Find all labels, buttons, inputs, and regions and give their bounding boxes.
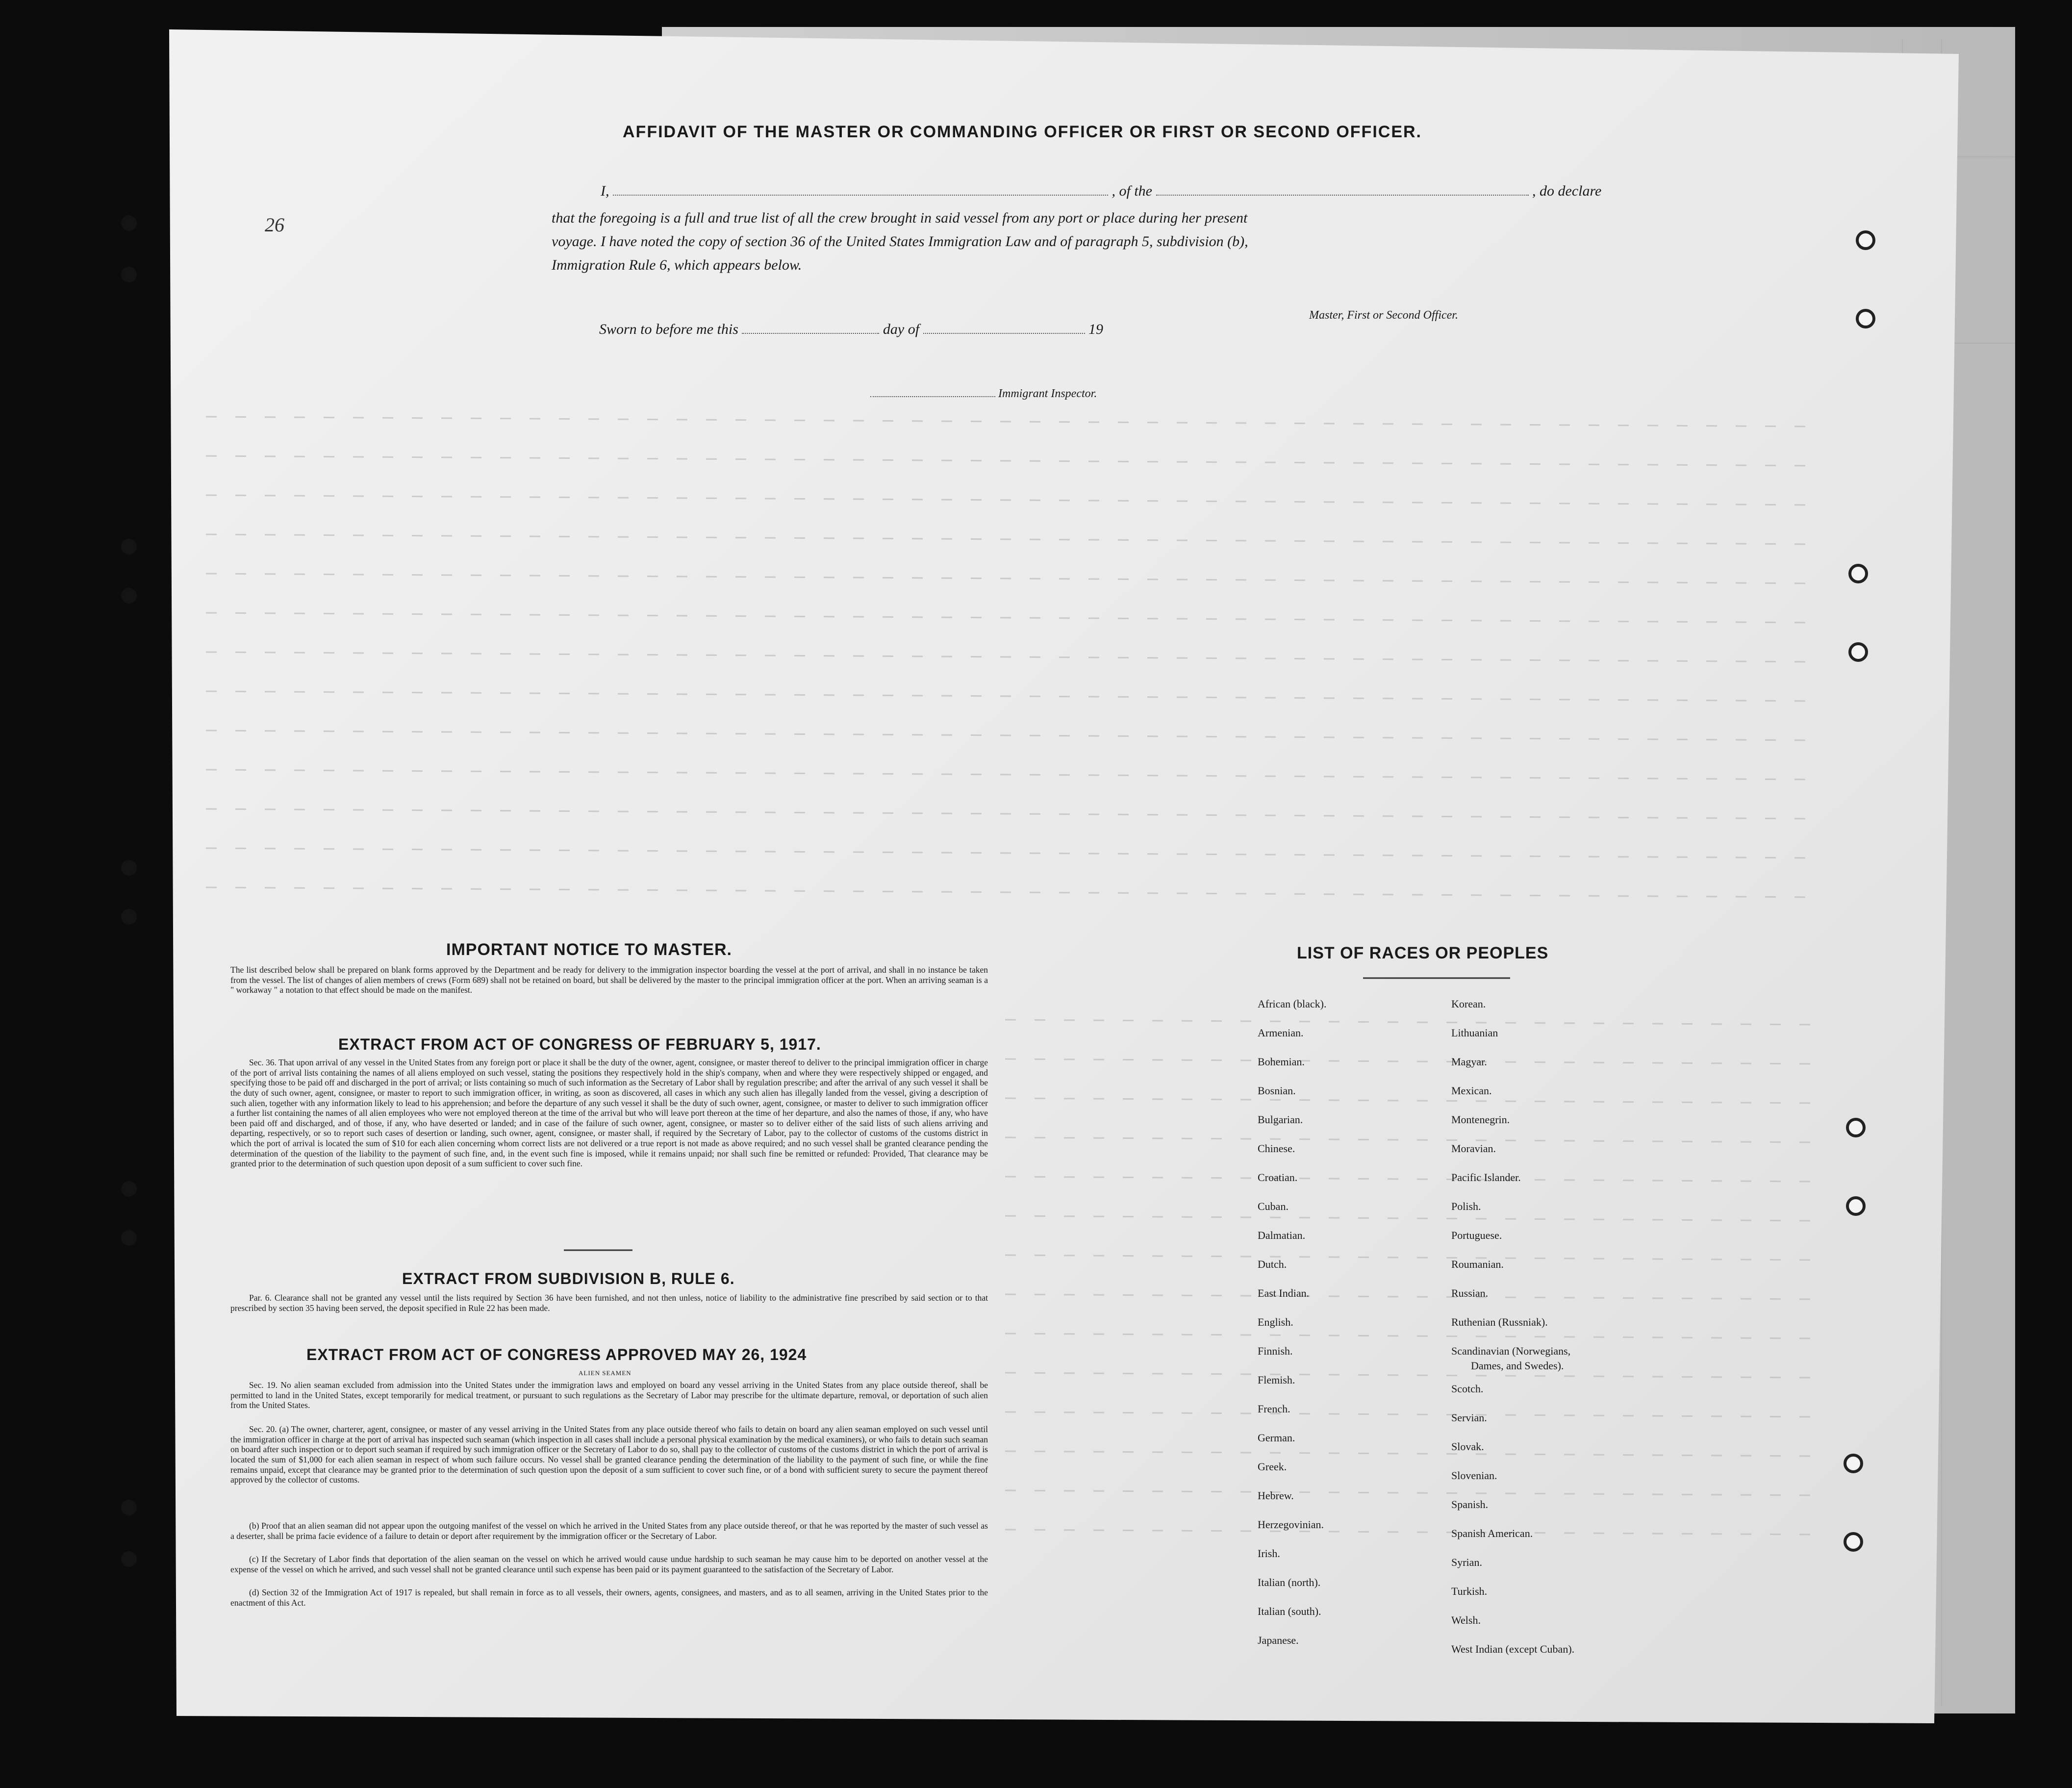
race-item: Cuban. (1258, 1200, 1289, 1212)
extract-1924-sec20a: Sec. 20. (a) The owner, charterer, agent, consignee, or master of any vessel arriving in the United States from any place outside thereof who fails to detain on board any alien seaman employed on such vessel until the immigration officer in charge at the port of arrival has inspected such seaman (which inspection in all cases shall include a personal physical examination by the medical examiners), or who fails to detain such seaman on board after such inspection or to deport such seaman if required by such immigration officer or the Secretary of Labor to do so, shall pay to the collector of customs of the customs district in which the port of arrival is located the sum of $1,000 for each alien seaman in respect of whom such failure occurs. No vessel shall be granted clearance pending the determination of the liability to the payment of such fine, or while the fine remains unpaid, except that clearance may be granted prior to the determination of such question upon the deposit of a sum sufficient to cover such fine, or of a bond with sufficient surety to secure the payment thereof approved by the collector of customs. (230, 1424, 988, 1485)
affidavit-line-3: voyage. I have noted the copy of section 36 of the United States Immigration Law and of paragraph 5, subdivision (b), (552, 233, 1248, 250)
race-item: Magyar. (1451, 1056, 1487, 1068)
race-item: Slovenian. (1451, 1469, 1497, 1482)
race-item: English. (1258, 1316, 1293, 1328)
race-item: French. (1258, 1403, 1290, 1415)
sworn-line (599, 321, 1103, 338)
race-item: Spanish American. (1451, 1527, 1533, 1539)
race-item: Turkish. (1451, 1585, 1488, 1597)
extract-1924-subtitle: ALIEN SEAMEN (579, 1369, 632, 1377)
notice-body: The list described below shall be prepared on blank forms approved by the Department and be ready for delivery to the immigration inspector boarding the vessel at the port of arrival, and shall in no instance be taken from the vessel. The list of changes of alien members of crews (Form 689) shall not be retained on board, but shall be delivered by the master to the principal immigration officer at the port. When an arriving seaman is a " workaway " a notation to that effect should be made on the manifest. (230, 965, 988, 995)
affidavit-line-2: that the foregoing is a full and true list of all the crew brought in said vessel from any port or place during her present (552, 210, 1248, 226)
race-item: Russian. (1451, 1287, 1489, 1299)
extract-1917-title: EXTRACT FROM ACT OF CONGRESS OF FEBRUARY 5, 1917. (338, 1035, 821, 1053)
race-item: Spanish. (1451, 1498, 1489, 1511)
extract-rule6-title: EXTRACT FROM SUBDIVISION B, RULE 6. (402, 1270, 735, 1287)
affidavit-i: I, (601, 183, 609, 199)
sworn-day-of: day of (883, 321, 920, 337)
master-name-field[interactable] (613, 195, 1108, 196)
race-item: Portuguese. (1451, 1229, 1502, 1241)
race-item: Herzegovinian. (1258, 1518, 1324, 1531)
race-item: Japanese. (1258, 1634, 1299, 1646)
race-item: Bosnian. (1258, 1084, 1296, 1097)
race-item: Pacific Islander. (1451, 1171, 1521, 1184)
master-signature-label: Master, First or Second Officer. (1309, 309, 1458, 322)
race-item: Chinese. (1258, 1142, 1295, 1155)
race-item: German. (1258, 1432, 1295, 1444)
race-item: Finnish. (1258, 1345, 1293, 1357)
race-item: Greek. (1258, 1461, 1287, 1473)
race-item: Croatian. (1258, 1171, 1298, 1184)
race-item: Moravian. (1451, 1142, 1496, 1155)
notice-title: IMPORTANT NOTICE TO MASTER. (446, 940, 732, 959)
sworn-year: 19 (1088, 321, 1104, 337)
affidavit-line-4: Immigration Rule 6, which appears below. (552, 257, 802, 273)
race-item: Ruthenian (Russniak). (1451, 1316, 1548, 1328)
race-item: Montenegrin. (1451, 1113, 1510, 1126)
extract-rule6-body: Par. 6. Clearance shall not be granted any vessel until the lists required by Section 36 have been furnished, and not then unless, notice of liability to the administrative fine prescribed by said section or to that prescribed by section 35 having been served, the deposit specified in Rule 22 has been made. (230, 1293, 988, 1313)
race-item: Dutch. (1258, 1258, 1287, 1270)
sworn-month-field[interactable] (923, 333, 1085, 334)
sworn-prefix: Sworn to before me this (599, 321, 738, 337)
race-item: Mexican. (1451, 1084, 1492, 1097)
extract-1924-sec19: Sec. 19. No alien seaman excluded from admission into the United States under the immigration laws and employed on board any vessel arriving in the United States from any place outside thereof, shall be permitted to land in the United States, except temporarily for medical treatment, or pursuant to such regulations as the Secretary of Labor may prescribe for the ultimate departure, removal, or deportation of such alien from the United States. (230, 1380, 988, 1410)
race-item: Irish. (1258, 1547, 1280, 1560)
inspector-label: Immigrant Inspector. (998, 387, 1097, 400)
race-item: Syrian. (1451, 1556, 1482, 1568)
race-item: Korean. (1451, 998, 1486, 1010)
races-title: LIST OF RACES OR PEOPLES (1297, 944, 1549, 962)
extract-1924-sec20b: (b) Proof that an alien seaman did not appear upon the outgoing manifest of the vessel on which he arrived in the United States from any place outside thereof, or that he was reported by the master of such vessel as a deserter, shall be prima facie evidence of a failure to detain or deport after requirement by the immigration officer or the Secretary of Labor. (230, 1521, 988, 1541)
race-item: West Indian (except Cuban). (1451, 1643, 1575, 1655)
race-item: Servian. (1451, 1411, 1487, 1424)
affidavit-title: AFFIDAVIT OF THE MASTER OR COMMANDING OFFICER OR FIRST OR SECOND OFFICER. (623, 123, 1422, 141)
race-item: Welsh. (1451, 1614, 1481, 1626)
race-item: Italian (north). (1258, 1576, 1321, 1588)
race-item: Roumanian. (1451, 1258, 1504, 1270)
race-item: Armenian. (1258, 1027, 1304, 1039)
affidavit-declaration-line (601, 183, 1601, 200)
race-item: Scandinavian (Norwegians, (1451, 1345, 1571, 1357)
sworn-day-field[interactable] (742, 333, 879, 334)
extract-1924-title: EXTRACT FROM ACT OF CONGRESS APPROVED MAY 26, 1924 (306, 1346, 807, 1363)
affidavit-declare: , do declare (1532, 183, 1602, 199)
race-item: Lithuanian (1451, 1027, 1498, 1039)
inspector-line (870, 387, 1097, 401)
handwritten-number: 26 (265, 214, 284, 236)
race-item: Dalmatian. (1258, 1229, 1306, 1241)
extract-1917-body: Sec. 36. That upon arrival of any vessel in the United States from any foreign port or place it shall be the duty of the owner, agent, consignee, or master thereof to deliver to the principal immigration officer in charge of the port of arrival lists containing the names of all aliens employed on such vessel, stating the positions they respectively hold in the ship's company, when and where they were respectively shipped or engaged, and specifying those to be paid off and discharged in the port of arrival; or lists containing so much of such information as the Secretary of Labor shall by regulation prescribe; and after the arrival of any such vessel it shall be the duty of such owner, agent, consignee, or master to report to such immigration officer, in writing, as soon as discovered, all cases in which any such alien has illegally landed from the vessel, giving a description of such alien, together with any information likely to lead to his apprehension; and before the departure of any such vessel it shall be the duty of such owner, agent, consignee, or master to deliver to such immigration officer a further list containing the names of all alien employees who were not employed thereon at the time of the arrival but who will leave port thereon at the time of her departure, and also the names of those, if any, who have been paid off and discharged, and of those, if any, who have deserted or landed; and in case of the failure of such owner, agent, consignee, or master so to deliver either of the said lists of such aliens arriving and departing, respectively, or so to report such cases of desertion or landing, such owner, agent, consignee, or master shall, if required by the Secretary of Labor, pay to the collector of customs of the customs district in which the port of arrival is located the sum of $10 for each alien concerning whom correct lists are not delivered or a true report is not made as above required; and no such vessel shall be granted clearance pending the determination of the question of the liability to the payment of such fine, and, in the event such fine is imposed, while it remains unpaid; nor shall such fine be remitted or refunded: Provided, That clearance may be granted prior to the determination of such question upon deposit of a sum sufficient to cover such fine. (230, 1058, 988, 1169)
race-item: Scotch. (1451, 1383, 1484, 1395)
race-item: East Indian. (1258, 1287, 1310, 1299)
race-item: Slovak. (1451, 1440, 1484, 1453)
race-item: Dames, and Swedes). (1471, 1360, 1564, 1372)
race-item: Italian (south). (1258, 1605, 1321, 1617)
extract-1924-sec20c: (c) If the Secretary of Labor finds that deportation of the alien seaman on the vessel on which he arrived would cause undue hardship to such seaman he may cause him to be deported on another vessel at the expense of the vessel on which he arrived, and such vessel shall not be granted clearance until such expense has been paid or its payment guaranteed to the satisfaction of the Secretary of Labor. (230, 1554, 988, 1574)
race-item: African (black). (1258, 998, 1327, 1010)
race-item: Polish. (1451, 1200, 1481, 1212)
inspector-signature-field[interactable] (870, 396, 995, 397)
race-item: Flemish. (1258, 1374, 1295, 1386)
race-item: Hebrew. (1258, 1489, 1294, 1502)
vessel-name-field[interactable] (1156, 195, 1529, 196)
race-item: Bohemian. (1258, 1056, 1305, 1068)
affidavit-of-the: , of the (1112, 183, 1152, 199)
race-item: Bulgarian. (1258, 1113, 1303, 1126)
extract-1924-sec20d: (d) Section 32 of the Immigration Act of 1917 is repealed, but shall remain in force as to all vessels, their owners, agents, consignees, and masters, and as to all seamen, arriving in the United States prior to the enactment of this Act. (230, 1587, 988, 1608)
